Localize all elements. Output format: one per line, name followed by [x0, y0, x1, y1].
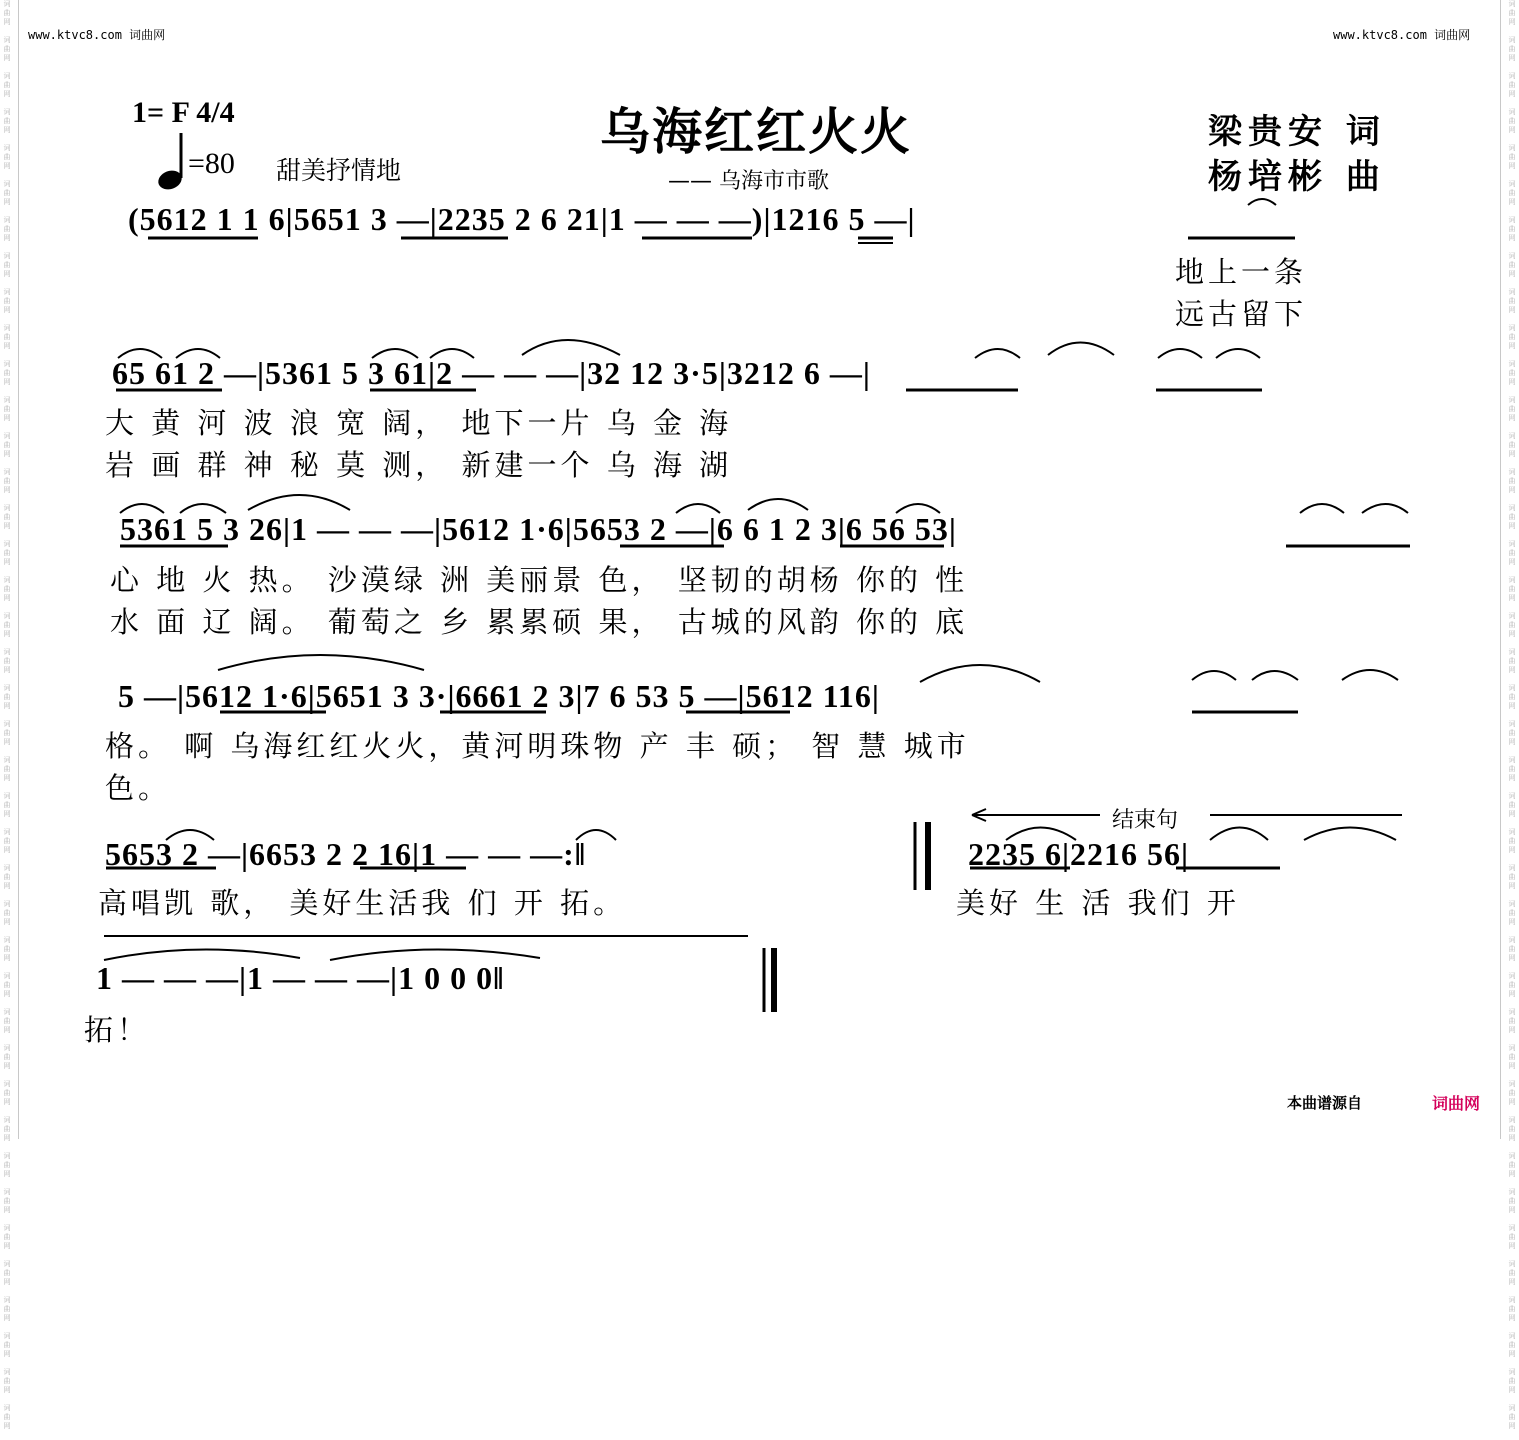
watermark-char: 曲	[1508, 837, 1516, 845]
watermark-gap	[0, 1431, 14, 1440]
watermark-char: 网	[3, 450, 11, 458]
watermark-char: 曲	[3, 513, 11, 521]
ending-notes: 2235 6|2216 56|	[968, 836, 1190, 872]
watermark-char: 曲	[1508, 1341, 1516, 1349]
watermark-char: 词	[3, 756, 11, 764]
watermark-char: 曲	[3, 297, 11, 305]
site-watermark-left: www.ktvc8.com 词曲网	[28, 28, 166, 42]
watermark-char: 词	[1508, 828, 1516, 836]
score-line-5-notes: 5653 2 —|6653 2 2 16|1 — — —:‖	[105, 836, 587, 872]
composer-credit: 杨培彬 曲	[1208, 157, 1386, 197]
ending-label: 结束句	[1112, 808, 1179, 833]
tempo-marking: =80	[188, 147, 235, 180]
watermark-gap	[0, 1143, 14, 1152]
score-line-4-lyrics-verse-2: 色。	[105, 771, 172, 805]
watermark-char: 词	[3, 1008, 11, 1016]
watermark-char: 词	[1508, 1332, 1516, 1340]
watermark-char: 曲	[1508, 1269, 1516, 1277]
watermark-char: 词	[3, 1152, 11, 1160]
watermark-char: 词	[1508, 0, 1516, 8]
watermark-char: 词	[3, 612, 11, 620]
watermark-gap	[1505, 1287, 1519, 1296]
watermark-char: 词	[3, 1368, 11, 1376]
watermark-char: 曲	[3, 261, 11, 269]
watermark-char: 词	[1508, 1116, 1516, 1124]
watermark-char: 网	[3, 378, 11, 386]
score-line-3-lyrics-verse-2: 水 面 辽 阔。 葡萄之 乡 累累硕 果， 古城的风韵 你的 底	[110, 605, 969, 639]
watermark-char: 网	[3, 342, 11, 350]
watermark-char: 词	[3, 1260, 11, 1268]
watermark-gap	[0, 1323, 14, 1332]
watermark-char: 网	[3, 198, 11, 206]
watermark-gap	[1505, 1215, 1519, 1224]
watermark-char: 词	[3, 360, 11, 368]
watermark-char: 词	[1508, 864, 1516, 872]
watermark-char: 曲	[3, 801, 11, 809]
watermark-char: 曲	[3, 1377, 11, 1385]
watermark-char: 曲	[1508, 1089, 1516, 1097]
watermark-char: 词	[1508, 612, 1516, 620]
watermark-char: 词	[1508, 540, 1516, 548]
watermark-char: 网	[3, 738, 11, 746]
watermark-char: 词	[3, 288, 11, 296]
watermark-char: 网	[1508, 1098, 1516, 1106]
watermark-char: 网	[1508, 90, 1516, 98]
watermark-char: 网	[1508, 54, 1516, 62]
watermark-char: 曲	[3, 189, 11, 197]
watermark-gap	[1505, 1143, 1519, 1152]
watermark-char: 词	[3, 216, 11, 224]
watermark-char: 词	[3, 1224, 11, 1232]
watermark-char: 网	[3, 1170, 11, 1178]
watermark-char: 词	[1508, 720, 1516, 728]
ending-lyrics: 美好 生 活 我们 开	[956, 886, 1240, 920]
watermark-char: 曲	[3, 585, 11, 593]
watermark-char: 网	[1508, 1278, 1516, 1286]
watermark-char: 词	[3, 108, 11, 116]
watermark-char: 网	[1508, 882, 1516, 890]
score-line-4-lyrics-verse-1: 格。 啊 乌海红红火火，黄河明珠物 产 丰 硕； 智 慧 城市	[105, 729, 970, 763]
watermark-char: 网	[1508, 558, 1516, 566]
score-line-1-notes: (5612 1 1 6|5651 3 —|2235 2 6 21|1 — — —)|1216 5 —|	[128, 201, 916, 237]
watermark-char: 曲	[1508, 801, 1516, 809]
watermark-char: 曲	[3, 477, 11, 485]
watermark-char: 网	[1508, 342, 1516, 350]
watermark-char: 曲	[1508, 693, 1516, 701]
watermark-char: 网	[1508, 990, 1516, 998]
watermark-char: 网	[1508, 738, 1516, 746]
score-line-5-lyrics: 高唱凯 歌， 美好生活我 们 开 拓。	[98, 886, 627, 920]
watermark-char: 曲	[3, 621, 11, 629]
watermark-char: 网	[1508, 1026, 1516, 1034]
watermark-char: 网	[3, 1278, 11, 1286]
watermark-char: 网	[3, 90, 11, 98]
watermark-char: 网	[3, 1314, 11, 1322]
watermark-char: 词	[3, 144, 11, 152]
watermark-char: 曲	[1508, 1125, 1516, 1133]
watermark-char: 曲	[1508, 945, 1516, 953]
watermark-char: 网	[3, 1098, 11, 1106]
watermark-char: 网	[1508, 1170, 1516, 1178]
watermark-char: 网	[1508, 918, 1516, 926]
watermark-char: 网	[1508, 774, 1516, 782]
watermark-char: 网	[1508, 522, 1516, 530]
watermark-char: 词	[3, 72, 11, 80]
watermark-char: 曲	[3, 1125, 11, 1133]
watermark-char: 词	[1508, 576, 1516, 584]
watermark-char: 网	[1508, 1314, 1516, 1322]
site-watermark-right: www.ktvc8.com 词曲网	[1333, 28, 1471, 42]
watermark-gap	[1505, 1431, 1519, 1440]
watermark-char: 曲	[1508, 1197, 1516, 1205]
watermark-char: 词	[1508, 1188, 1516, 1196]
watermark-char: 网	[1508, 1062, 1516, 1070]
watermark-char: 词	[3, 864, 11, 872]
watermark-char: 网	[3, 774, 11, 782]
watermark-char: 曲	[3, 153, 11, 161]
expression-marking: 甜美抒情地	[276, 156, 402, 185]
watermark-char: 词	[3, 1332, 11, 1340]
watermark-char: 曲	[3, 1017, 11, 1025]
watermark-char: 网	[3, 1242, 11, 1250]
watermark-char: 曲	[1508, 189, 1516, 197]
watermark-char: 网	[3, 306, 11, 314]
watermark-char: 曲	[1508, 153, 1516, 161]
watermark-gap	[0, 1179, 14, 1188]
watermark-char: 词	[3, 468, 11, 476]
watermark-gap	[1505, 1251, 1519, 1260]
watermark-char: 曲	[3, 1233, 11, 1241]
watermark-char: 网	[1508, 414, 1516, 422]
song-title: 乌海红红火火	[600, 103, 912, 161]
watermark-char: 网	[1508, 306, 1516, 314]
watermark-char: 网	[1508, 378, 1516, 386]
watermark-char: 词	[1508, 396, 1516, 404]
watermark-gap	[1505, 1179, 1519, 1188]
score-line-3-notes: 5361 5 3 26|1 — — —|5612 1·6|5653 2 —|6 6 1 2 3|6 56 53|	[120, 511, 957, 547]
watermark-char: 词	[1508, 108, 1516, 116]
watermark-char: 词	[1508, 756, 1516, 764]
watermark-char: 词	[3, 180, 11, 188]
watermark-char: 曲	[3, 405, 11, 413]
watermark-char: 词	[3, 504, 11, 512]
watermark-char: 曲	[3, 1089, 11, 1097]
watermark-char: 词	[3, 252, 11, 260]
watermark-char: 曲	[3, 369, 11, 377]
watermark-char: 网	[3, 1386, 11, 1394]
watermark-char: 词	[1508, 216, 1516, 224]
watermark-char: 词	[3, 1188, 11, 1196]
watermark-char: 曲	[1508, 549, 1516, 557]
watermark-char: 曲	[3, 1305, 11, 1313]
watermark-gap	[0, 1359, 14, 1368]
score-line-2-lyrics-verse-1: 大 黄 河 波 浪 宽 阔， 地下一片 乌 金 海	[105, 406, 733, 440]
lyricist-credit: 梁贵安 词	[1208, 112, 1386, 152]
watermark-char: 网	[1508, 954, 1516, 962]
watermark-char: 词	[3, 1404, 11, 1412]
watermark-char: 网	[3, 18, 11, 26]
watermark-char: 网	[1508, 126, 1516, 134]
watermark-char: 网	[3, 558, 11, 566]
watermark-char: 词	[3, 576, 11, 584]
watermark-char: 词	[3, 540, 11, 548]
watermark-char: 曲	[1508, 1161, 1516, 1169]
watermark-char: 曲	[1508, 477, 1516, 485]
watermark-char: 曲	[3, 333, 11, 341]
watermark-char: 词	[1508, 1008, 1516, 1016]
watermark-gap	[1505, 1359, 1519, 1368]
score-line-2-notes: 65 61 2 —|5361 5 3 61|2 — — —|32 12 3·5|3212 6 —|	[112, 355, 871, 391]
watermark-char: 词	[1508, 792, 1516, 800]
watermark-char: 曲	[1508, 9, 1516, 17]
watermark-char: 网	[3, 990, 11, 998]
watermark-char: 词	[1508, 1224, 1516, 1232]
watermark-char: 曲	[3, 45, 11, 53]
watermark-char: 词	[3, 828, 11, 836]
watermark-char: 曲	[3, 1161, 11, 1169]
watermark-char: 曲	[1508, 585, 1516, 593]
watermark-char: 词	[3, 1080, 11, 1088]
watermark-char: 词	[1508, 972, 1516, 980]
watermark-char: 词	[1508, 1080, 1516, 1088]
watermark-char: 网	[1508, 846, 1516, 854]
watermark-char: 曲	[3, 9, 11, 17]
watermark-char: 网	[3, 1350, 11, 1358]
watermark-char: 曲	[3, 225, 11, 233]
watermark-char: 网	[3, 234, 11, 242]
watermark-char: 网	[1508, 666, 1516, 674]
watermark-char: 词	[1508, 180, 1516, 188]
score-line-2-lyrics-verse-2: 岩 画 群 神 秘 莫 测， 新建一个 乌 海 湖	[105, 448, 733, 482]
watermark-char: 词	[1508, 360, 1516, 368]
watermark-char: 曲	[1508, 1053, 1516, 1061]
watermark-char: 网	[1508, 1134, 1516, 1142]
watermark-char: 网	[3, 954, 11, 962]
watermark-char: 曲	[3, 1053, 11, 1061]
watermark-char: 曲	[1508, 81, 1516, 89]
watermark-char: 网	[3, 666, 11, 674]
watermark-char: 曲	[3, 693, 11, 701]
watermark-char: 曲	[1508, 765, 1516, 773]
watermark-char: 网	[1508, 1350, 1516, 1358]
watermark-char: 词	[1508, 1296, 1516, 1304]
watermark-char: 曲	[3, 945, 11, 953]
watermark-char: 词	[1508, 252, 1516, 260]
key-signature: 1= F 4/4	[132, 96, 235, 129]
footer-source-label: 本曲谱源自	[1287, 1094, 1363, 1112]
song-subtitle: —— 乌海市市歌	[668, 169, 829, 194]
watermark-char: 网	[1508, 630, 1516, 638]
watermark-char: 网	[3, 846, 11, 854]
watermark-char: 曲	[1508, 981, 1516, 989]
watermark-char: 网	[3, 918, 11, 926]
watermark-char: 网	[3, 54, 11, 62]
score-line-1-lyrics-verse-1: 地上一条	[1175, 255, 1308, 289]
watermark-char: 曲	[1508, 1377, 1516, 1385]
score-line-6-notes: 1 — — —|1 — — —|1 0 0 0‖	[96, 960, 505, 996]
watermark-char: 词	[1508, 144, 1516, 152]
watermark-char: 网	[3, 1422, 11, 1430]
watermark-char: 网	[3, 1026, 11, 1034]
watermark-char: 曲	[3, 1341, 11, 1349]
watermark-char: 词	[1508, 36, 1516, 44]
watermark-char: 网	[1508, 1422, 1516, 1430]
watermark-char: 曲	[3, 909, 11, 917]
watermark-char: 曲	[1508, 657, 1516, 665]
score-line-1-lyrics-verse-2: 远古留下	[1175, 297, 1308, 331]
watermark-char: 曲	[1508, 1413, 1516, 1421]
watermark-char: 网	[3, 414, 11, 422]
watermark-char: 曲	[1508, 441, 1516, 449]
watermark-char: 网	[1508, 1386, 1516, 1394]
watermark-char: 曲	[1508, 909, 1516, 917]
watermark-char: 网	[1508, 162, 1516, 170]
watermark-char: 词	[3, 432, 11, 440]
watermark-char: 曲	[3, 981, 11, 989]
watermark-char: 网	[3, 1134, 11, 1142]
watermark-char: 曲	[3, 873, 11, 881]
watermark-char: 曲	[1508, 297, 1516, 305]
watermark-char: 网	[1508, 1206, 1516, 1214]
footer-brand-link[interactable]: 词曲网	[1432, 1094, 1481, 1113]
watermark-char: 网	[3, 882, 11, 890]
watermark-char: 曲	[1508, 1017, 1516, 1025]
watermark-char: 曲	[1508, 1305, 1516, 1313]
watermark-char: 词	[1508, 1404, 1516, 1412]
watermark-char: 网	[3, 810, 11, 818]
watermark-char: 网	[3, 594, 11, 602]
watermark-char: 曲	[1508, 1233, 1516, 1241]
watermark-char: 词	[1508, 936, 1516, 944]
watermark-char: 词	[3, 1296, 11, 1304]
watermark-char: 网	[3, 702, 11, 710]
watermark-char: 词	[3, 36, 11, 44]
watermark-char: 曲	[3, 1197, 11, 1205]
watermark-char: 词	[3, 0, 11, 8]
watermark-char: 曲	[1508, 405, 1516, 413]
watermark-char: 网	[1508, 18, 1516, 26]
watermark-char: 词	[1508, 1152, 1516, 1160]
watermark-char: 网	[3, 630, 11, 638]
watermark-char: 网	[3, 270, 11, 278]
watermark-gap	[0, 1287, 14, 1296]
watermark-char: 曲	[1508, 369, 1516, 377]
watermark-char: 词	[1508, 504, 1516, 512]
watermark-char: 网	[3, 486, 11, 494]
watermark-char: 词	[1508, 648, 1516, 656]
watermark-char: 网	[3, 1062, 11, 1070]
watermark-char: 词	[3, 972, 11, 980]
watermark-char: 曲	[3, 1269, 11, 1277]
watermark-char: 网	[1508, 702, 1516, 710]
watermark-char: 词	[3, 684, 11, 692]
watermark-char: 词	[3, 1116, 11, 1124]
watermark-char: 词	[1508, 468, 1516, 476]
watermark-char: 词	[1508, 324, 1516, 332]
score-line-3-lyrics-verse-1: 心 地 火 热。 沙漠绿 洲 美丽景 色， 坚韧的胡杨 你的 性	[110, 563, 969, 597]
watermark-gap	[1505, 1323, 1519, 1332]
watermark-char: 曲	[3, 81, 11, 89]
watermark-char: 网	[1508, 810, 1516, 818]
watermark-char: 曲	[3, 1413, 11, 1421]
watermark-char: 曲	[3, 549, 11, 557]
watermark-char: 曲	[3, 729, 11, 737]
watermark-gap	[1505, 1395, 1519, 1404]
watermark-char: 网	[1508, 198, 1516, 206]
watermark-char: 词	[1508, 432, 1516, 440]
watermark-char: 词	[3, 324, 11, 332]
watermark-char: 词	[3, 936, 11, 944]
score-line-4-notes: 5 —|5612 1·6|5651 3 3·|6661 2 3|7 6 53 5 —|5612 116|	[118, 678, 880, 714]
watermark-char: 词	[1508, 1260, 1516, 1268]
watermark-char: 曲	[3, 441, 11, 449]
watermark-gap	[0, 1395, 14, 1404]
watermark-char: 网	[1508, 1242, 1516, 1250]
score-line-6-lyrics: 拓！	[84, 1013, 151, 1047]
watermark-char: 词	[1508, 900, 1516, 908]
watermark-char: 曲	[3, 117, 11, 125]
watermark-char: 曲	[1508, 261, 1516, 269]
watermark-char: 曲	[1508, 117, 1516, 125]
watermark-char: 网	[3, 1206, 11, 1214]
watermark-char: 词	[1508, 684, 1516, 692]
watermark-char: 词	[3, 648, 11, 656]
watermark-char: 曲	[1508, 873, 1516, 881]
watermark-char: 网	[1508, 486, 1516, 494]
watermark-char: 曲	[1508, 45, 1516, 53]
watermark-char: 曲	[1508, 621, 1516, 629]
watermark-char: 网	[1508, 594, 1516, 602]
watermark-gap	[0, 1251, 14, 1260]
watermark-gap	[0, 1215, 14, 1224]
watermark-char: 词	[1508, 288, 1516, 296]
watermark-char: 曲	[1508, 225, 1516, 233]
watermark-char: 词	[3, 792, 11, 800]
watermark-char: 网	[1508, 234, 1516, 242]
watermark-char: 网	[1508, 270, 1516, 278]
watermark-char: 词	[3, 720, 11, 728]
watermark-char: 曲	[3, 657, 11, 665]
watermark-char: 词	[1508, 1044, 1516, 1052]
watermark-char: 曲	[1508, 333, 1516, 341]
watermark-char: 曲	[1508, 729, 1516, 737]
watermark-char: 词	[3, 900, 11, 908]
watermark-char: 网	[3, 126, 11, 134]
watermark-char: 词	[1508, 1368, 1516, 1376]
watermark-char: 曲	[3, 837, 11, 845]
watermark-char: 词	[3, 1044, 11, 1052]
watermark-char: 网	[3, 522, 11, 530]
watermark-char: 词	[1508, 72, 1516, 80]
watermark-char: 曲	[1508, 513, 1516, 521]
watermark-char: 网	[3, 162, 11, 170]
watermark-char: 曲	[3, 765, 11, 773]
watermark-char: 词	[3, 396, 11, 404]
watermark-char: 网	[1508, 450, 1516, 458]
